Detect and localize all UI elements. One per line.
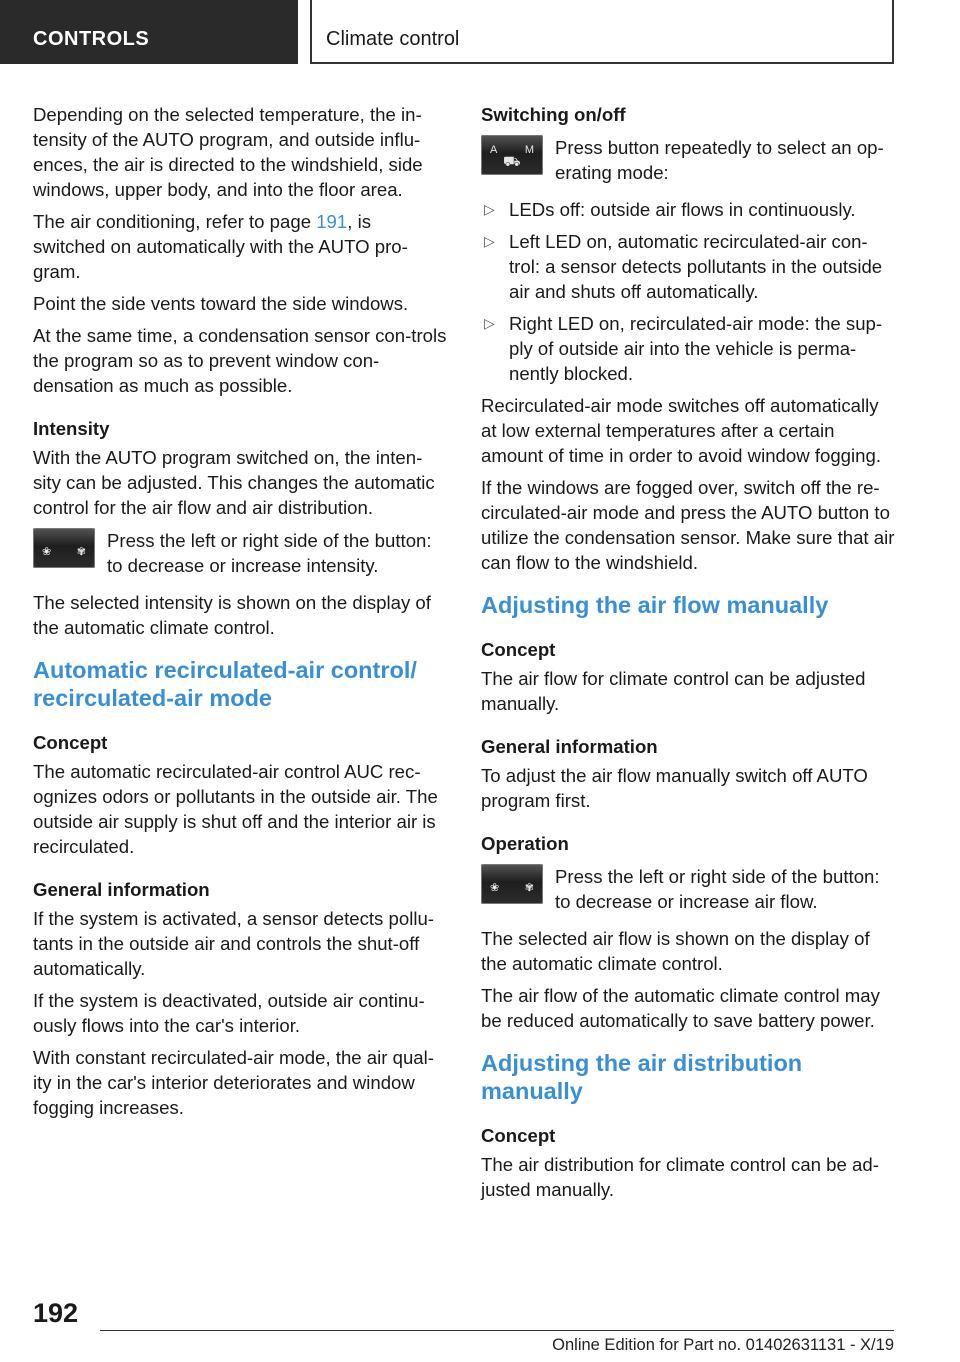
paragraph: Recirculated-air mode switches off automatically at low external temperatures after a certain amount of time in order to avoid window fogging. bbox=[481, 395, 881, 466]
paragraph: With the AUTO program switched on, the inten-sity can be adjusted. This changes the automatic control for the air flow and air distribution. bbox=[33, 447, 435, 518]
triangle-bullet-icon: ▷ bbox=[484, 315, 495, 331]
footer-divider bbox=[100, 1330, 894, 1331]
fan-small-icon: ❀ bbox=[490, 882, 500, 894]
list-item bbox=[481, 197, 895, 222]
section-heading-recirculation: Automatic recirculated-air control/ recirculated-air mode bbox=[33, 657, 417, 711]
button-description: Press the left or right side of the button: to decrease or increase intensity. bbox=[107, 530, 432, 576]
section-heading-air-flow: Adjusting the air flow manually bbox=[481, 592, 829, 618]
list-item bbox=[481, 311, 895, 386]
subheading-concept: Concept bbox=[33, 732, 108, 753]
text: , is switched on automatically with the AUTO pro-gram. bbox=[33, 211, 408, 282]
subheading-concept: Concept bbox=[481, 639, 556, 660]
paragraph: The air flow of the automatic climate control may be reduced automatically to save battery power. bbox=[481, 985, 880, 1031]
mode-list bbox=[481, 197, 895, 386]
subheading-concept: Concept bbox=[481, 1125, 556, 1146]
fan-rocker-button-image bbox=[33, 528, 95, 568]
list-item-text: LEDs off: outside air flows in continuously. bbox=[509, 199, 856, 220]
paragraph: The selected intensity is shown on the display of the automatic climate control. bbox=[33, 592, 431, 638]
paragraph: If the system is deactivated, outside air continu-ously flows into the car's interior. bbox=[33, 990, 425, 1036]
paragraph: With constant recirculated-air mode, the air qual-ity in the car's interior deteriorates and window fogging increases. bbox=[33, 1047, 434, 1118]
a-label-icon: A bbox=[490, 144, 498, 156]
paragraph: To adjust the air flow manually switch off AUTO program first. bbox=[481, 765, 868, 811]
left-column bbox=[33, 102, 447, 1127]
list-item bbox=[481, 229, 895, 304]
fan-small-icon: ❀ bbox=[42, 546, 52, 558]
page-header bbox=[310, 0, 894, 64]
page-number: 192 bbox=[33, 1298, 79, 1328]
button-illustration-row bbox=[481, 864, 895, 914]
button-illustration-row bbox=[33, 528, 447, 578]
subheading-general-information: General information bbox=[481, 736, 658, 757]
paragraph: If the windows are fogged over, switch off the re-circulated-air mode and press the AUTO button to utilize the condensation sensor. Make sure that air can flow to the windshield. bbox=[481, 477, 895, 573]
paragraph: The air distribution for climate control can be ad-justed manually. bbox=[481, 1154, 879, 1200]
m-label-icon: M bbox=[524, 144, 534, 156]
text: The air conditioning, refer to page bbox=[33, 211, 317, 232]
paragraph: The selected air flow is shown on the display of the automatic climate control. bbox=[481, 928, 870, 974]
right-column bbox=[481, 102, 895, 1209]
paragraph: Depending on the selected temperature, the in-tensity of the AUTO program, and outside influ-ences, the air is directed to the windshield, side windows, upper body, and into the floor area. bbox=[33, 104, 423, 200]
list-item-text: Left LED on, automatic recirculated-air con-trol: a sensor detects pollutants in the outside air and shuts off automatically. bbox=[509, 231, 883, 302]
paragraph: The air flow for climate control can be adjusted manually. bbox=[481, 668, 866, 714]
page-title: Climate control bbox=[326, 28, 460, 50]
fan-large-icon: ✾ bbox=[76, 546, 86, 558]
paragraph: If the system is activated, a sensor detects pollu-tants in the outside air and controls the shut-off automatically. bbox=[33, 908, 434, 979]
subheading-switching: Switching on/off bbox=[481, 104, 626, 125]
paragraph: At the same time, a condensation sensor con-trols the program so as to prevent window con-densation as much as possible. bbox=[33, 325, 447, 396]
section-heading-air-distribution: Adjusting the air distribution manually bbox=[481, 1050, 803, 1104]
button-description: Press the left or right side of the button: to decrease or increase air flow. bbox=[555, 866, 880, 912]
subheading-general-information: General information bbox=[33, 879, 210, 900]
paragraph: The automatic recirculated-air control AUC rec-ognizes odors or pollutants in the outside air. The outside air supply is shut off and the interior air is recirculated. bbox=[33, 761, 438, 857]
footer-edition: Online Edition for Part no. 01402631131 - X/19 bbox=[552, 1336, 894, 1354]
subheading-intensity: Intensity bbox=[33, 418, 110, 439]
fan-rocker-button-image bbox=[481, 864, 543, 904]
fan-large-icon: ✾ bbox=[524, 882, 534, 894]
car-icon: ⛟ bbox=[503, 153, 521, 169]
subheading-operation: Operation bbox=[481, 833, 569, 854]
section-label: CONTROLS bbox=[33, 28, 150, 50]
triangle-bullet-icon: ▷ bbox=[484, 233, 495, 249]
triangle-bullet-icon: ▷ bbox=[484, 201, 495, 217]
paragraph: Point the side vents toward the side windows. bbox=[33, 293, 409, 314]
page-link[interactable]: 191 bbox=[316, 211, 348, 232]
recirculation-button-image bbox=[481, 135, 543, 175]
button-description: Press button repeatedly to select an op-erating mode: bbox=[555, 137, 884, 183]
list-item-text: Right LED on, recirculated-air mode: the sup-ply of outside air into the vehicle is perma-nently blocked. bbox=[509, 313, 883, 384]
button-illustration-row bbox=[481, 135, 895, 185]
section-tab bbox=[0, 0, 298, 64]
paragraph-with-link bbox=[33, 209, 447, 284]
